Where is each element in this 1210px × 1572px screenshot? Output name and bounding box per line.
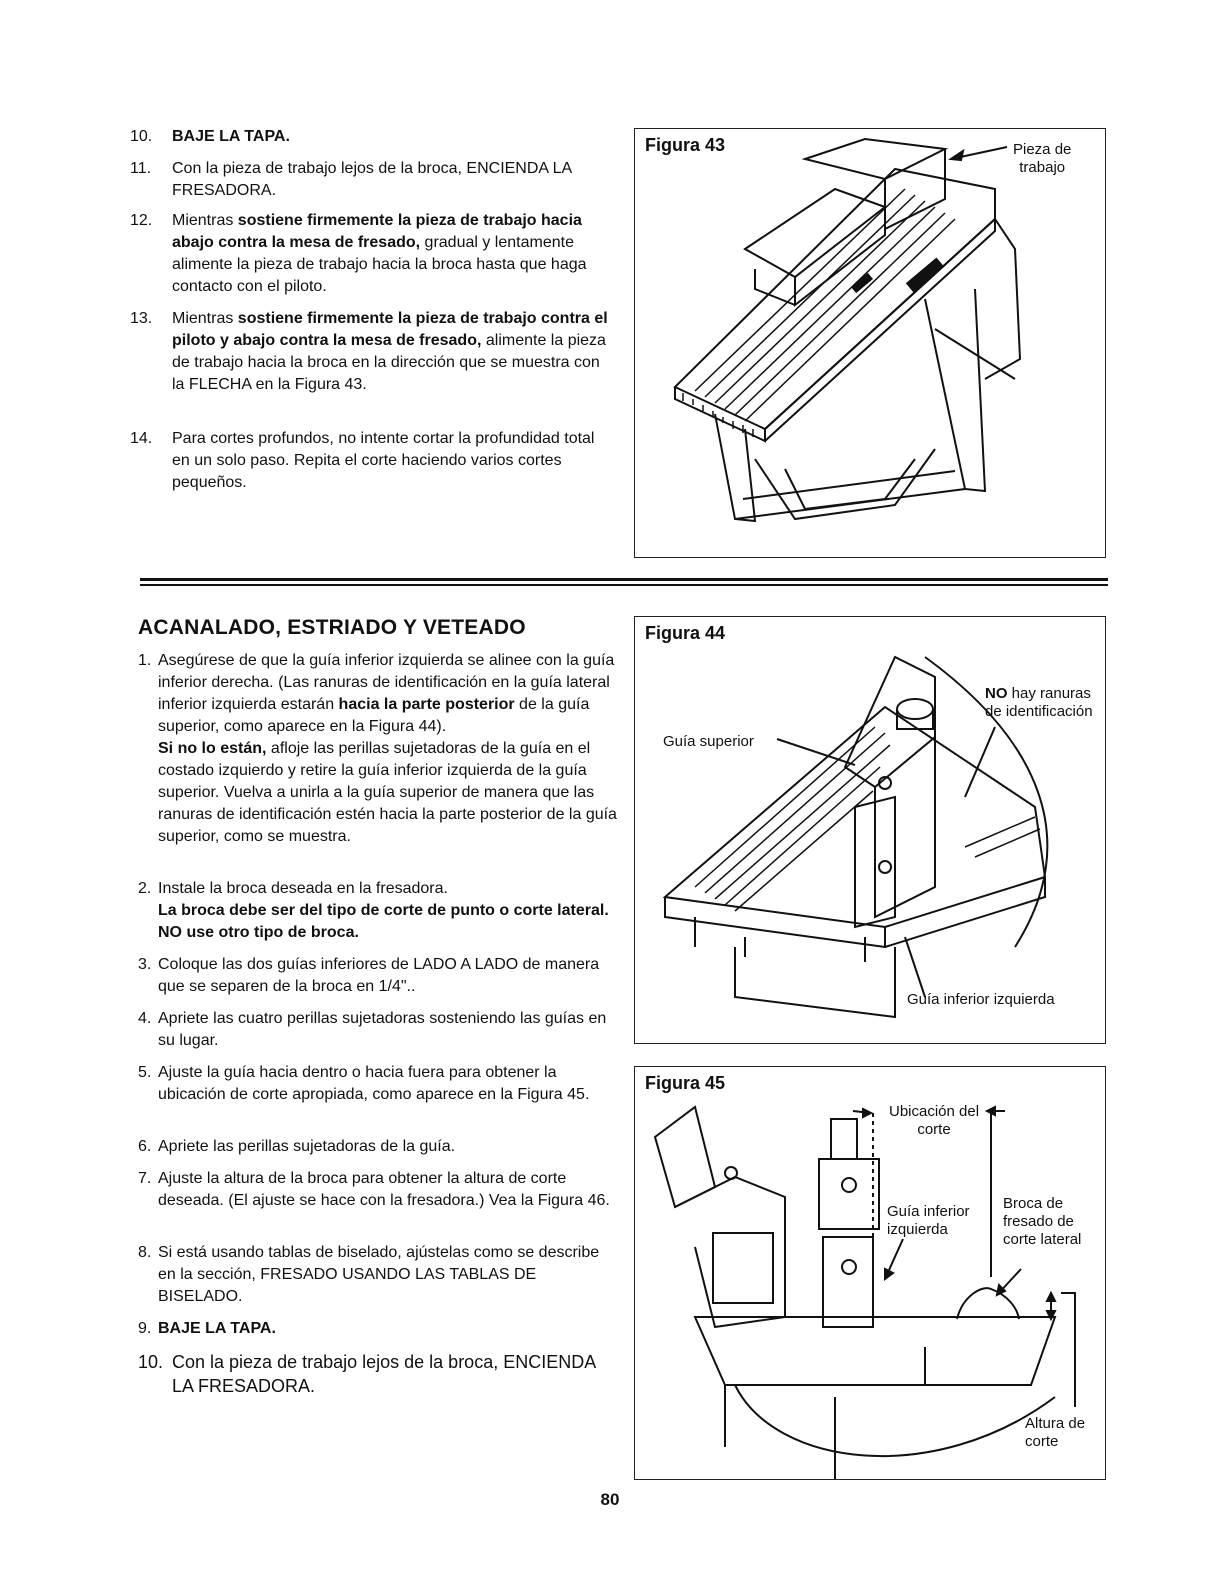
figure-43 (634, 128, 1106, 558)
bottom-step-3: 3. Coloque las dos guías inferiores de LADO A LADO de manera que se separen de la broca en 1/4".. (138, 956, 600, 995)
figure-43-label-workpiece: Pieza de trabajo (1013, 141, 1072, 176)
bottom-step-8: 8. Si está usando tablas de biselado, ajústelas como se describe en la sección, FRESADO USANDO LAS TABLAS DE BISELADO. (138, 1244, 600, 1305)
figure-45-label-cut-height: Altura de corte (1025, 1415, 1086, 1450)
bottom-step-2: 2. Instale la broca deseada en la fresadora. La broca debe ser del tipo de corte de punto o corte lateral. NO use otro tipo de broca. (138, 880, 609, 941)
figure-45-title: Figura 45 (645, 1073, 726, 1093)
figure-44-label-no-rest: hay ranuras de identificación (985, 685, 1093, 720)
top-step-11: 11. Con la pieza de trabajo lejos de la broca, ENCIENDA LA FRESADORA. (130, 160, 572, 199)
bottom-step-1: 1. Asegúrese de que la guía inferior izquierda se alinee con la guía inferior derecha. (Las ranuras de identificación en la guía lateral inferior izquierda estarán hacia la parte posterior de la guía superior, como aparece en la Figura 44). Si no lo están, afloje las perillas sujetadoras de la guía en el costado izquierdo y retire la guía inferior izquierda de la guía superior. Vuelva a unirla a la guía superior de manera que las ranuras de identificación estén hacia la parte posterior de la guía superior, como se muestra. (138, 652, 617, 845)
router-table-illustration (635, 129, 1105, 557)
bottom-step-4: 4. Apriete las cuatro perillas sujetadoras sosteniendo las guías en su lugar. (138, 1010, 607, 1049)
figure-44-label-lower-left-guide: Guía inferior izquierda (907, 991, 1055, 1008)
figure-45 (634, 1066, 1106, 1480)
page-number: 80 (600, 1490, 620, 1509)
bottom-step-7: 7. Ajuste la altura de la broca para obtener la altura de corte deseada. (El ajuste se hace con la fresadora.) Vea la Figura 46. (138, 1170, 610, 1209)
guide-assembly-illustration (635, 617, 1105, 1043)
bottom-step-6: 6. Apriete las perillas sujetadoras de la guía. (138, 1138, 456, 1155)
bottom-step-10: 10. Con la pieza de trabajo lejos de la broca, ENCIENDA LA FRESADORA. (138, 1352, 596, 1396)
section-divider-bottom (140, 584, 1108, 586)
figure-44-title: Figura 44 (645, 623, 726, 643)
section-heading: ACANALADO, ESTRIADO Y VETEADO (138, 616, 526, 639)
figure-44-label-upper-guide: Guía superior (663, 733, 754, 750)
figure-43-title: Figura 43 (645, 135, 726, 155)
cut-location-illustration (635, 1067, 1105, 1479)
figure-45-label-lower-left-guide: Guía inferior izquierda (887, 1203, 970, 1238)
figure-44-label-no: NO (985, 685, 1008, 702)
bottom-step-5: 5. Ajuste la guía hacia dentro o hacia fuera para obtener la ubicación de corte apropiada, como aparece en la Figura 45. (138, 1064, 590, 1103)
bottom-step-9: 9. BAJE LA TAPA. (138, 1320, 276, 1337)
figure-45-label-cut-location: Ubicación del corte (889, 1103, 980, 1138)
figure-44 (634, 616, 1106, 1044)
top-step-10: 10. BAJE LA TAPA. (130, 128, 290, 145)
top-step-14: 14. Para cortes profundos, no intente cortar la profundidad total en un solo paso. Repita el corte haciendo varios cortes pequeños. (130, 430, 595, 491)
figure-45-label-router-bit: Broca de fresado de corte lateral (1003, 1195, 1082, 1248)
top-step-12: 12. Mientras sostiene firmemente la pieza de trabajo hacia abajo contra la mesa de fresado, gradual y lentamente alimente la pieza de trabajo hacia la broca hasta que haga contacto con el piloto. (130, 212, 587, 295)
section-divider-top (140, 578, 1108, 581)
top-step-13: 13. Mientras sostiene firmemente la pieza de trabajo contra el piloto y abajo contra la mesa de fresado, alimente la pieza de trabajo hacia la broca en la dirección que se muestra con la FLECHA en la Figura 43. (130, 310, 608, 393)
